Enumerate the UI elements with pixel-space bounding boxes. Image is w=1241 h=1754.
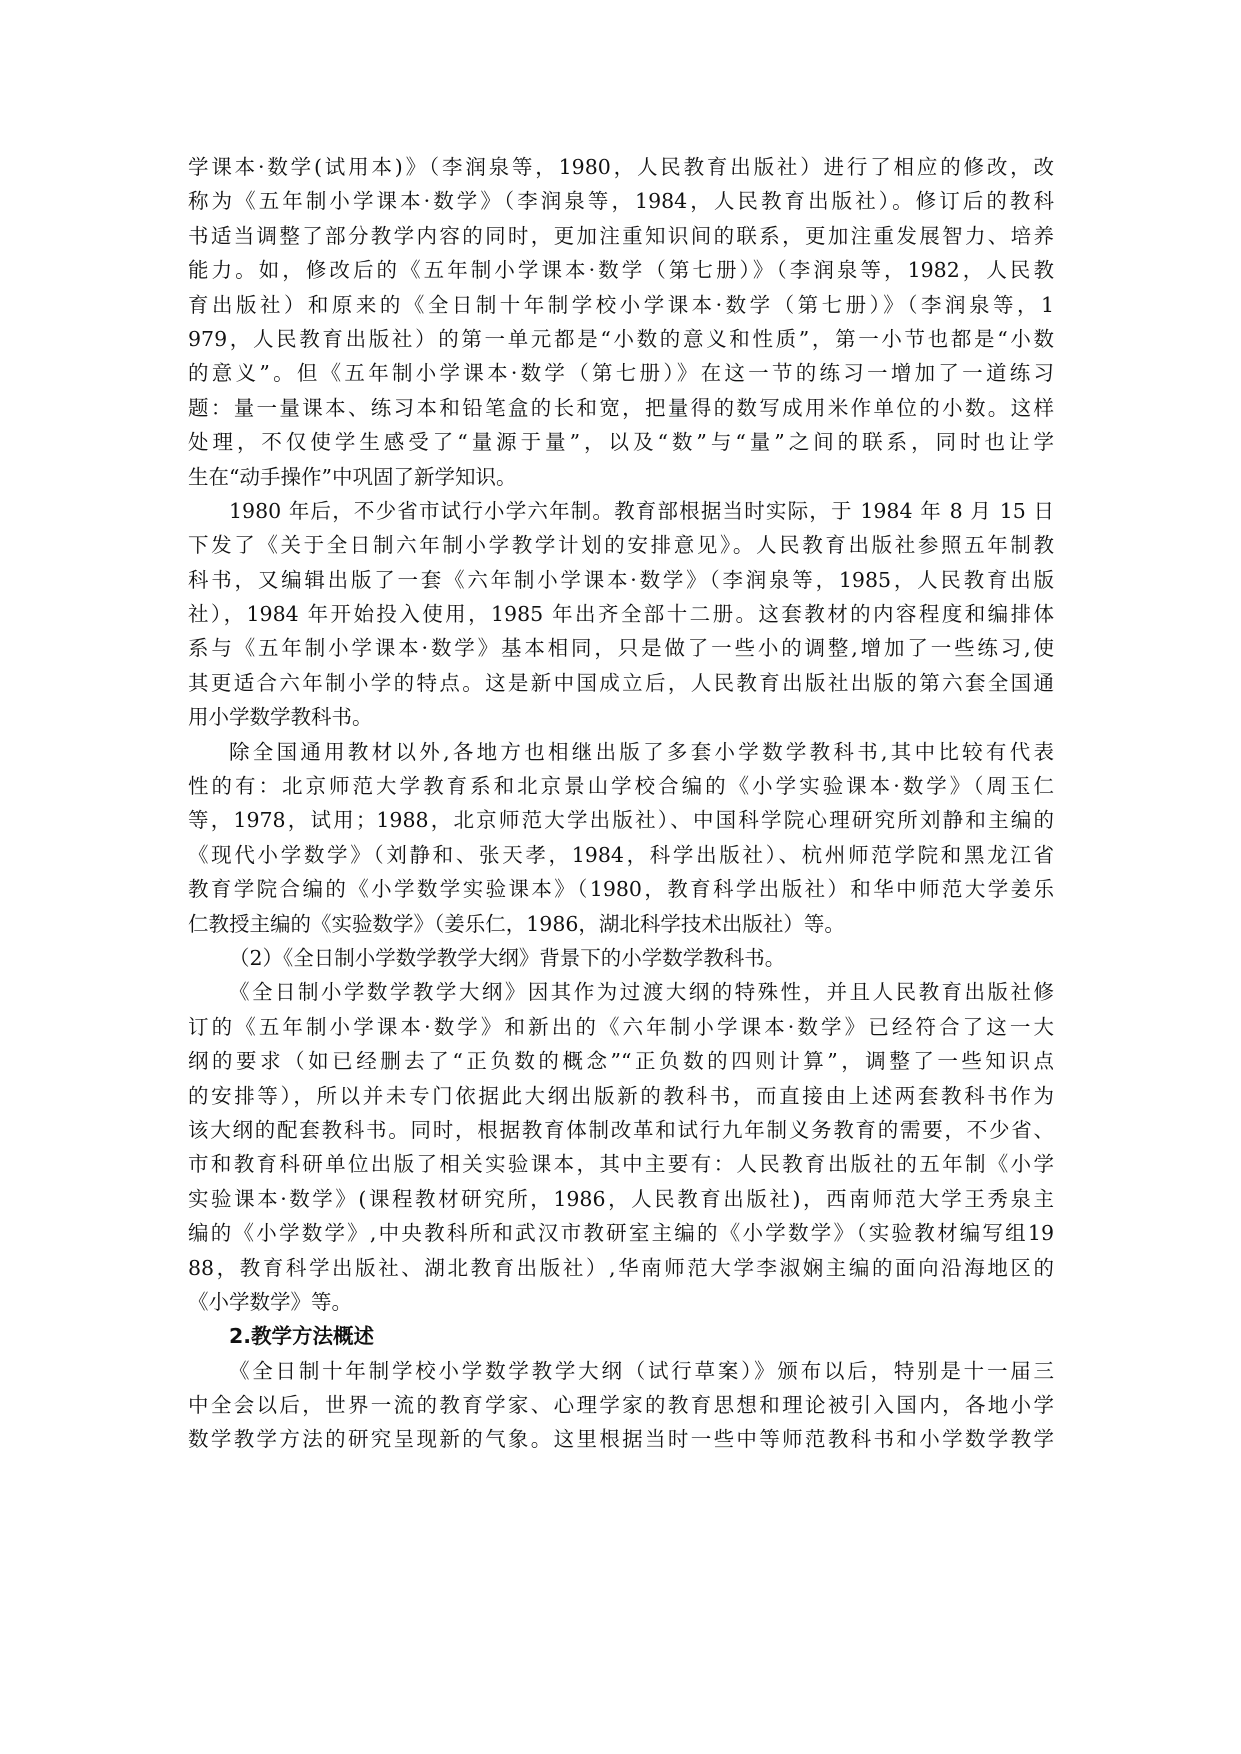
text-line: 订的《五年制小学课本·数学》和新出的《六年制小学课本·数学》已经符合了这一大 (188, 1014, 1054, 1039)
section-heading: 2.教学方法概述 (229, 1324, 375, 1349)
text-line: 书适当调整了部分教学内容的同时，更加注重知识间的联系，更加注重发展智力、培养 (188, 223, 1054, 248)
text-line: 除全国通用教材以外,各地方也相继出版了多套小学数学教科书,其中比较有代表 (229, 739, 1054, 764)
text-line: 88，教育科学出版社、湖北教育出版社）,华南师范大学李淑娴主编的面向沿海地区的 (188, 1255, 1054, 1280)
text-line: 《全日制小学数学教学大纲》因其作为过渡大纲的特殊性，并且人民教育出版社修 (229, 980, 1054, 1005)
text-line: 处理，不仅使学生感受了“量源于量”，以及“数”与“量”之间的联系，同时也让学 (188, 430, 1054, 455)
text-line: 979，人民教育出版社）的第一单元都是“小数的意义和性质”，第一小节也都是“小数 (188, 326, 1054, 351)
text-line: 育出版社）和原来的《全日制十年制学校小学课本·数学（第七册）》（李润泉等，1 (188, 292, 1054, 317)
text-line: 称为《五年制小学课本·数学》（李润泉等，1984，人民教育出版社）。修订后的教科 (188, 189, 1054, 214)
text-line: 编的《小学数学》,中央教科所和武汉市教研室主编的《小学数学》（实验教材编写组19 (188, 1221, 1054, 1246)
text-line: 该大纲的配套教科书。同时，根据教育体制改革和试行九年制义务教育的需要，不少省、 (188, 1117, 1054, 1142)
text-line: 数学教学方法的研究呈现新的气象。这里根据当时一些中等师范教科书和小学数学教学 (188, 1427, 1054, 1452)
text-line: 的意义”。但《五年制小学课本·数学（第七册）》在这一节的练习一增加了一道练习 (188, 361, 1054, 386)
text-line: 科书，又编辑出版了一套《六年制小学课本·数学》（李润泉等，1985，人民教育出版 (188, 567, 1054, 592)
text-line: 的安排等），所以并未专门依据此大纲出版新的教科书，而直接由上述两套教科书作为 (188, 1083, 1054, 1108)
text-line: 市和教育科研单位出版了相关实验课本，其中主要有：人民教育出版社的五年制《小学 (188, 1152, 1054, 1177)
paragraph-syllabus-textbooks (188, 975, 1054, 1319)
text-line: 教育学院合编的《小学数学实验课本》（1980，教育科学出版社）和华中师范大学姜乐 (188, 877, 1054, 902)
text-line: 实验课本·数学》(课程教材研究所，1986，人民教育出版社)，西南师范大学王秀泉主 (188, 1186, 1054, 1211)
text-line: 用小学数学教科书。 (188, 705, 373, 730)
text-line: 下发了《关于全日制六年制小学教学计划的安排意见》。人民教育出版社参照五年制教 (188, 533, 1054, 558)
text-line: 《全日制十年制学校小学数学教学大纲（试行草案）》颁布以后，特别是十一届三 (229, 1358, 1054, 1383)
subsection-title: （2）《全日制小学数学教学大纲》背景下的小学数学教科书。 (229, 945, 786, 970)
text-line: 社），1984 年开始投入使用，1985 年出齐全部十二册。这套教材的内容程度和编排体 (188, 602, 1054, 627)
text-line: 纲的要求（如已经删去了“正负数的概念”“正负数的四则计算”，调整了一些知识点 (188, 1049, 1054, 1074)
text-line: 生在“动手操作”中巩固了新学知识。 (188, 464, 517, 489)
text-line: 能力。如，修改后的《五年制小学课本·数学（第七册）》（李润泉等，1982，人民教 (188, 258, 1054, 283)
text-line: 系与《五年制小学课本·数学》基本相同，只是做了一些小的调整,增加了一些练习,使 (188, 636, 1055, 661)
text-line: 学课本·数学(试用本)》（李润泉等，1980，人民教育出版社）进行了相应的修改，改 (188, 155, 1054, 179)
paragraph-local-textbooks (188, 735, 1054, 941)
text-line: 等，1978，试用；1988，北京师范大学出版社）、中国科学院心理研究所刘静和主编的 (188, 808, 1054, 833)
text-line: 其更适合六年制小学的特点。这是新中国成立后，人民教育出版社出版的第六套全国通 (188, 670, 1054, 695)
paragraph-textbook-revision (188, 150, 1054, 494)
paragraph-six-year-system (188, 494, 1054, 735)
paragraph-subsection-2 (188, 941, 1054, 975)
text-line: 《现代小学数学》（刘静和、张天孝，1984，科学出版社）、杭州师范学院和黑龙江省 (188, 842, 1054, 867)
text-line: 仁教授主编的《实验数学》（姜乐仁，1986，湖北科学技术出版社）等。 (188, 911, 845, 936)
text-line: 性的有：北京师范大学教育系和北京景山学校合编的《小学实验课本·数学》（周玉仁 (188, 774, 1054, 799)
text-line: 中全会以后，世界一流的教育学家、心理学家的教育思想和理论被引入国内，各地小学 (188, 1393, 1054, 1418)
document-page (188, 150, 1054, 1457)
paragraph-teaching-methods (188, 1354, 1054, 1457)
text-line: 题：量一量课本、练习本和铅笔盒的长和宽，把量得的数写成用米作单位的小数。这样 (188, 395, 1054, 420)
text-line: 1980 年后，不少省市试行小学六年制。教育部根据当时实际，于 1984 年 8 月 15 日 (229, 498, 1054, 523)
text-line: 《小学数学》等。 (188, 1289, 352, 1314)
